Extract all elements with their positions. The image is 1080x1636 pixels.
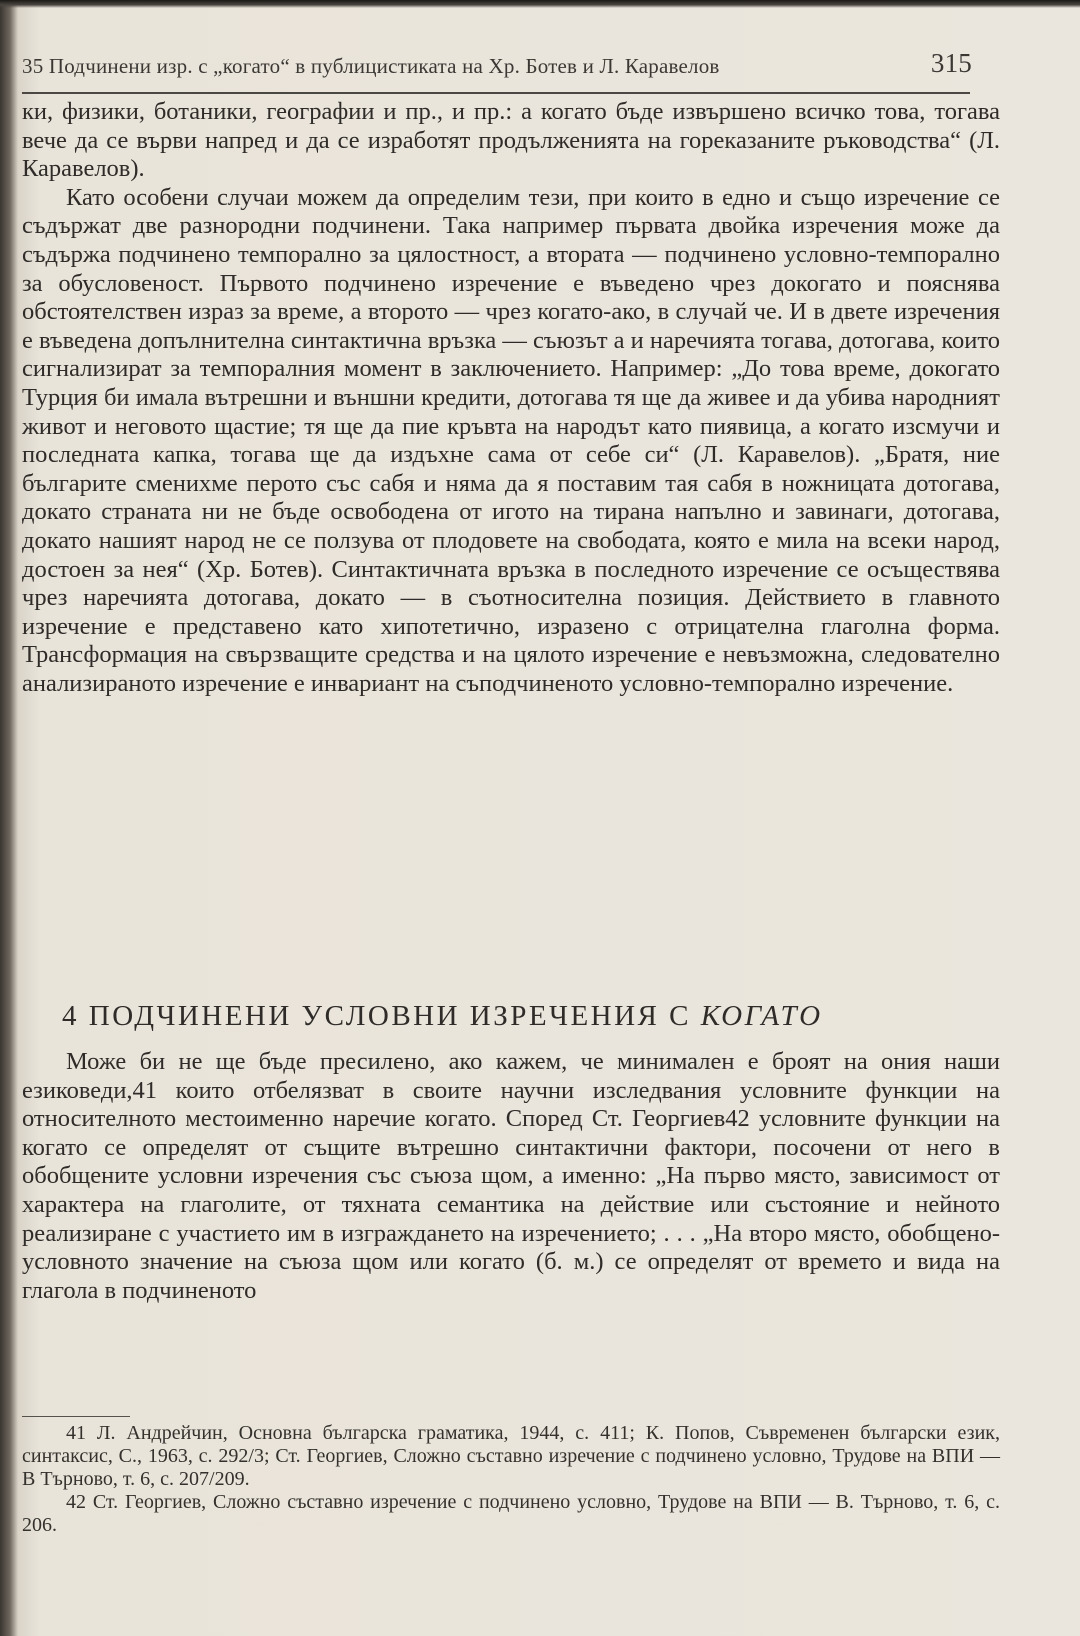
page-number: 315 [930,48,972,78]
section-number: 4 [62,1000,79,1032]
page-top-edge [0,0,1080,8]
body-text-section [22,98,1000,698]
paragraph: Като особени случаи можем да определим тези, при които в едно и също изречение се съдържат две разнородни подчинени. Така например първата двойка изречения може да съдържа подчинено темпорално за цялостност, а втората — подчинено условно-темпорално за обусловеност. Първото подчинено изречение е въведено чрез докогато и пояснява обстоятелствен израз за време, а второто — чрез когато-ако, в случай че. И в двете изречения е въведена допълнителна синтактична връзка — съюзът а и наречията тогава, дотогава, които сигнализират за темпоралния момент в заключението. Например: „До това време, докогато Турция би имала вътрешни и външни кредити, дотогава тя ще да живее и да убива народният живот и неговото щастие; тя ще да пие кръвта на народът като пиявица, а когато изсмучи и последната капка, тогава ще да издъхне сама от себе си“ (Л. Каравелов). „Братя, ние българите сменихме перото със сабя и няма да я поставим тая сабя в ножницата дотогава, докато страната ни не бъде освободена от игото на тирана напълно и завинаги, дотогава, докато нашият народ не се ползува от плодовете на свободата, която е мила на всеки народ, достоен за нея“ (Хр. Ботев). Синтактичната връзка в последното изречение се осъществява чрез наречията дотогава, докато — в съотносителна позиция. Действието в главното изречение е представено като хипотетично, изразено с отрицателна глаголна форма. Трансформация на свързващите средства и на цялото изречение е невъзможна, следователно анализираното изречение е инвариант на съподчиненото условно-темпорално изречение. [22,183,1000,697]
running-head [22,48,1022,84]
section-heading [62,1000,1002,1033]
paragraph: ки, физики, ботаники, географии и пр., и пр.: а когато бъде извършено всичко това, тогава вече да се върви напред и да се изработят продълженията на гореказаните ръководства“ (Л. Каравелов). [22,98,1000,183]
footnote-rule [22,1416,130,1417]
header-rule [22,92,970,94]
body-text-section-4 [22,1048,1000,1305]
footnote-42: 42 Ст. Георгиев, Сложно съставно изречение с подчинено условно, Трудове на ВПИ — В. Търново, т. 6, с. 206. [22,1491,1000,1536]
footnote-41: 41 Л. Андрейчин, Основна българска граматика, 1944, с. 411; К. Попов, Съвременен български език, синтаксис, С., 1963, с. 292/3; Ст. Георгиев, Сложно съставно изречение с подчинено условно, Трудове на ВПИ — В Търново, т. 6, с. 207/209. [22,1422,1000,1490]
section-title-italic: КОГАТО [700,1000,823,1032]
running-head-title: 35 Подчинени изр. с „когато“ в публицистиката на Хр. Ботев и Л. Каравелов [22,54,720,78]
section-title: ПОДЧИНЕНИ УСЛОВНИ ИЗРЕЧЕНИЯ С [88,1000,701,1032]
paragraph: Може би не ще бъде пресилено, ако кажем, че минимален е броят на ония наши езиковеди,41 които отбелязват в своите научни изследвания условните функции на относителното местоименно наречие когато. Според Ст. Георгиев42 условните функции на когато се определят от същите вътрешно синтактични фактори, посочени от него в обобщените условни изречения със съюза щом, а именно: „На първо място, зависимост от характера на глаголите, от тяхната семантика на действие или състояние и нейното реализиране с участието им в изграждането на изречението; . . . „На второ място, обобщено-условното значение на съюза щом или когато (б. м.) се определят от времето и вида на глагола в подчиненото [22,1048,1000,1304]
footnotes [22,1422,1000,1537]
